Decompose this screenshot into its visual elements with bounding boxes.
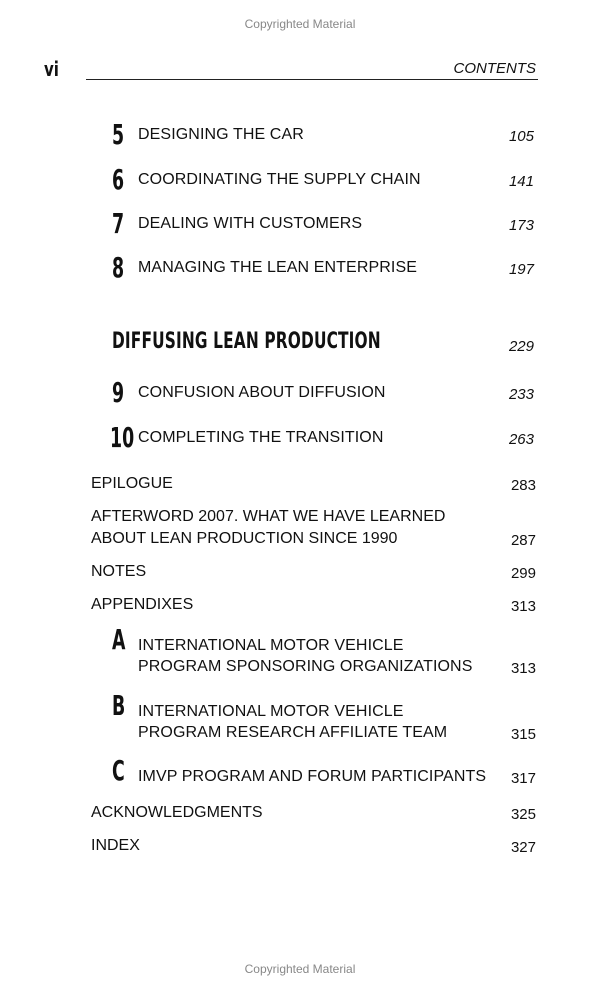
folio-page-number: vi (44, 57, 59, 81)
index-title: INDEX (91, 837, 140, 854)
acknowledgments-page: 325 (510, 806, 536, 823)
chapter-page: 105 (508, 128, 534, 145)
running-head: CONTENTS (453, 60, 536, 77)
chapter-title: CONFUSION ABOUT DIFFUSION (138, 384, 386, 401)
appendix-letter: C (112, 754, 125, 787)
epilogue-title: EPILOGUE (91, 475, 173, 492)
chapter-page: 263 (508, 431, 534, 448)
chapter-number: 7 (112, 207, 125, 240)
notes-title: NOTES (91, 563, 147, 580)
chapter-number: 10 (110, 421, 135, 454)
chapter-page: 197 (508, 261, 534, 278)
chapter-number: 8 (112, 251, 125, 284)
appendix-letter: A (112, 623, 126, 656)
appendixes-page: 313 (510, 598, 536, 615)
chapter-page: 173 (508, 217, 534, 234)
chapter-title: COMPLETING THE TRANSITION (138, 429, 384, 446)
chapter-number: 9 (112, 376, 125, 409)
index-page: 327 (510, 839, 536, 856)
afterword-title-line1: AFTERWORD 2007. WHAT WE HAVE LEARNED (91, 508, 446, 525)
epilogue-page: 283 (510, 477, 536, 494)
watermark-bottom: Copyrighted Material (244, 962, 356, 976)
appendix-title: IMVP PROGRAM AND FORUM PARTICIPANTS (138, 768, 487, 785)
appendix-title-line2: PROGRAM SPONSORING ORGANIZATIONS (138, 658, 473, 675)
chapter-number: 6 (112, 163, 125, 196)
appendixes-title: APPENDIXES (91, 596, 194, 613)
appendix-title-line2: PROGRAM RESEARCH AFFILIATE TEAM (138, 724, 448, 741)
appendix-title-line1: INTERNATIONAL MOTOR VEHICLE (138, 703, 404, 720)
header-rule (86, 79, 538, 80)
chapter-page: 233 (508, 386, 534, 403)
acknowledgments-title: ACKNOWLEDGMENTS (91, 804, 263, 821)
afterword-page: 287 (510, 532, 536, 549)
part-page: 229 (508, 338, 534, 355)
chapter-title: DEALING WITH CUSTOMERS (138, 215, 363, 232)
chapter-title: MANAGING THE LEAN ENTERPRISE (138, 259, 418, 276)
chapter-number: 5 (112, 118, 125, 151)
watermark-top: Copyrighted Material (244, 17, 356, 31)
afterword-title-line2: ABOUT LEAN PRODUCTION SINCE 1990 (91, 530, 398, 547)
appendix-page: 317 (510, 770, 536, 787)
appendix-letter: B (112, 689, 126, 722)
appendix-page: 313 (510, 660, 536, 677)
notes-page: 299 (510, 565, 536, 582)
appendix-page: 315 (510, 726, 536, 743)
chapter-title: DESIGNING THE CAR (138, 126, 304, 143)
chapter-title: COORDINATING THE SUPPLY CHAIN (138, 171, 421, 188)
appendix-title-line1: INTERNATIONAL MOTOR VEHICLE (138, 637, 404, 654)
chapter-page: 141 (508, 173, 534, 190)
part-title: DIFFUSING LEAN PRODUCTION (112, 329, 381, 354)
